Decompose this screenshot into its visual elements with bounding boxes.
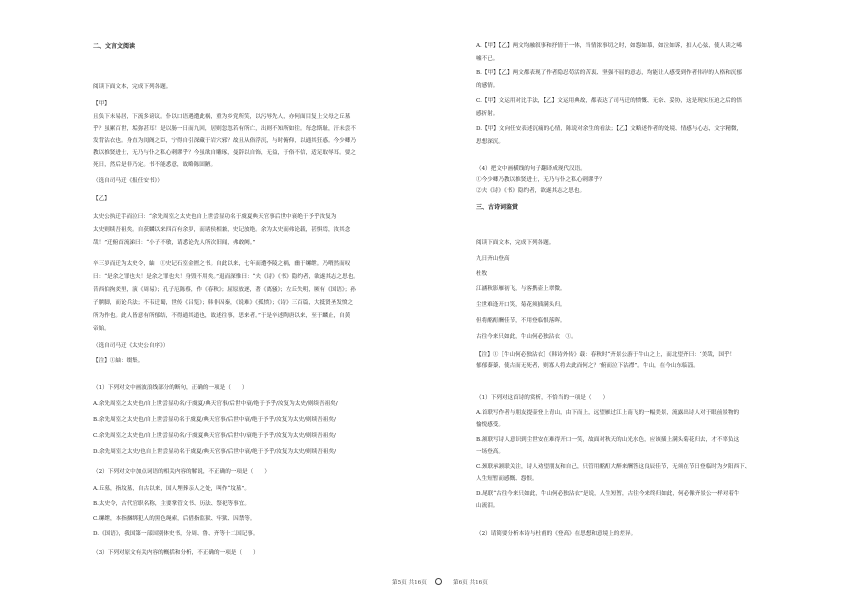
passage-line: 死日，然后是非乃定。书不能悉意，故略陈固陋。 (93, 162, 217, 168)
page-number-left: 第5页 共16页 (392, 580, 427, 586)
passage-line: 曰：“是余之罪也夫！是余之罪也夫！身毁不用矣。”退而深惟曰：“夫《诗》《书》隐约者，欲遂其志之思也。 (93, 274, 359, 280)
passage-jia-label: 【甲】 (93, 101, 110, 107)
reading-intro: 阅读下面文本，完成下列各题。 (476, 240, 555, 246)
option-c: C.余先周室之太史也/自上世尝显功名/于虞夏典天官事/后世中/衰绝于予乎/汝复为太史/则续吾祖矣/ (93, 433, 336, 439)
option-b-cont: 的感情。 (476, 83, 499, 89)
passage-yi-source: （选自司马迁《太史公自序》） (93, 343, 169, 349)
question-2: （2）下列对文中加点词语的相关内容的解说，不正确的一项是（ ） (93, 469, 270, 475)
passage-yi-label: 【乙】 (93, 196, 110, 202)
passage-line: 卒三岁而迁为太史令，紬 ①史记石室金匮之书。自此以来，七年而遭李陵之祸，幽于缧绁。乃喟然而叹 (93, 261, 351, 267)
translation-item-1: ①今少卿乃教以推贤进士，无乃与仆之私心剌谬乎？ (476, 177, 605, 183)
option-a: A.余先周室之太史也/自上世尝显功名/于虞夏/典天官事/后世中衰/绝于予乎/汝复为太史/则续吾祖矣/ (93, 401, 338, 407)
passage-line: 帝始。 (93, 326, 110, 332)
option-c: C.颈联承颔联关注，诗人劝望朋友和自己，只管用酩酊大醉来酬答这良辰佳节，无须在节日登临时为夕阳西下、 (476, 464, 751, 470)
option-d-cont: 思想深沉。 (476, 139, 504, 145)
option-c-cont: 人生短暂而感慨、怨恨。 (476, 476, 538, 482)
poem-line: 但将酩酊酬佳节，不用登临恨落晖。 (476, 318, 566, 324)
option-a: A.【甲】【乙】两文均融叙事和抒情于一体，当情浓事切之时，如怨如慕，如泣如诉，扣人心弦，使人读之唏 (476, 43, 742, 49)
passage-jia-source: （选自司马迁《报任安书》） (93, 178, 163, 184)
poem-line: 古往今来只如此，牛山何必独沾衣 ①。 (476, 334, 577, 340)
poem-line: 尘世难逢开口笑，菊花须插满头归。 (476, 302, 566, 308)
page-number-right: 第6页 共16页 (453, 580, 488, 586)
poem-title: 九日齐山登高 (476, 256, 510, 262)
option-a: A.丘墓，指坟墓，自古以来，国人埋葬亲人之处，叫作“坟墓”。 (93, 486, 250, 492)
passage-line: 子膑脚，而论兵法；不韦迁蜀，世传《吕览》；韩非囚秦，《说难》《孤愤》；《诗》三百篇，大抵贤圣发愤之 (93, 300, 354, 306)
option-c: C.缧绁，本指捆绑犯人的黑色绳索，后借指监狱、牢狱、囚禁等。 (93, 516, 256, 522)
section-title-classical-chinese: 二、文言文阅读 (93, 43, 136, 50)
passage-line: 太史公执迁手而泣曰：“余先周室之太史也自上世尝显功名于虞夏典天官事后世中衰绝于予乎汝复为 (93, 214, 337, 220)
translation-item-2: ②夫《诗》《书》隐约者，欲遂其志之思也。 (476, 188, 586, 194)
option-b: B.太史令，古代官职名称，主要掌管文书、历法、祭祀等事宜。 (93, 501, 250, 507)
question-1: （1）下列对这首诗的赏析，不恰当的一项是（ ） (476, 395, 609, 401)
option-a-cont: 嘘不已。 (476, 56, 499, 62)
question-3: （3）下列对原文有关内容的概括和分析，不正确的一项是（ ） (93, 550, 259, 556)
option-c: C.【甲】文运用对比手法，【乙】文运用典故，都表达了司马迁的愤慨、无奈、妥协，这是现实压迫之后的悟 (476, 98, 742, 104)
option-d: D.《国语》，我国第一部国别体史书，分周、鲁、齐等十二国记事。 (93, 531, 259, 537)
option-b: B.颔联写诗人意识到尘世安在难得开口一笑，故面对秋天的山光水色，应该插上满头菊花归去，才不辜负这 (476, 437, 740, 443)
option-b: B.【甲】【乙】两文都表现了作者隐忍苟活的苦衷、坚强不屈的意志，均能让人感受到作者伟岸的人格和沉郁 (476, 70, 742, 76)
footnote-cont: 郁郁蓁蓁，使古而无死者，则寡人将去此而何之？’俯而泣下沾襟”。牛山，在今山东临淄。 (476, 363, 699, 369)
section-title-poetry: 三、古诗词鉴赏 (476, 204, 519, 211)
passage-line: 教以推贤进士，无乃与仆之私心剌谬乎？今虽欲自雕琢，曼辞以自饰，无益，于俗不信，适足取辱耳。要之 (93, 150, 356, 156)
option-a: A.首联写作者与朋友提壶登上青山，由下而上，远望雁过江上南飞的一幅美景，流露出诗人对于眼前景物的 (476, 410, 740, 416)
poem-line: 江涵秋影雁初飞，与客携壶上翠微。 (476, 286, 566, 292)
option-d: D.尾联“古往今来只如此，牛山何必独沾衣”是说，人生短暂，古往今来终归如此，何必像齐景公一样对着牛 (476, 491, 740, 497)
footnote: 【注】①［牛山何必独沾衣］《韩诗外传》载：春秋时“齐景公游于牛山之上，而北望齐曰：‘美哉，国乎！ (476, 352, 736, 358)
passage-line: 哉！”迁俯首流涕曰：“小子不敏，请悉论先人所次旧闻，弗敢阙。” (93, 240, 256, 246)
reading-intro: 阅读下面文本，完成下列各题。 (93, 84, 172, 90)
passage-line: 发背沾衣也。身直为闺阁之臣，宁得自引深藏于岩穴邪？故且从俗浮沉，与时俯仰，以通其狂惑。今少卿乃 (93, 138, 356, 144)
question-2: （2）请简要分析本诗与杜甫的《登高》在思想和意境上的差异。 (476, 531, 637, 537)
passage-line: 乎？虽累百世，垢弥甚耳！是以肠一日而九回，居则忽忽若有所亡，出则不知所如往。每念斯耻，汗未尝不 (93, 126, 356, 132)
option-d: D.余先周室之太史/也自上世尝显功名于虞夏/典天官事/后世中衰/绝于予乎/汝复为太史/则续吾祖矣/ (93, 449, 337, 455)
footnote: 【注】①紬：缀集。 (93, 358, 144, 364)
passage-line: 昔西伯拘羑里，演《周易》；孔子厄陈蔡，作《春秋》；屈原放逐，著《离骚》；左丘失明，厥有《国语》；孙 (93, 287, 356, 293)
passage-line: 太史则续吾祖矣。自获麟以来四百有余岁，而诸侯相兼，史记放绝。余为太史而弗论载，甚惧焉，汝其念 (93, 227, 351, 233)
option-d: D.【甲】文向任安表述沉痛的心情，陈说对余生的看法；【乙】文略述作者的处境、情感与心志，文字精微， (476, 126, 743, 132)
question-4: （4）把文中画横线的句子翻译成现代汉语。 (476, 166, 586, 172)
option-d-cont: 山流泪。 (476, 503, 499, 509)
option-c-cont: 感折射。 (476, 111, 499, 117)
option-a-cont: 愉悦感受。 (476, 422, 504, 428)
passage-line: 所为作也。此人皆意有所郁结，不得通其道也，故述往事，思来者。”于是卒述陶唐以来，至于麟止，自黄 (93, 313, 351, 319)
poem-author: 杜牧 (476, 271, 488, 277)
option-b-cont: 一场登高。 (476, 449, 504, 455)
passage-line: 且负下未易居，下流多谤议。仆以口语遇遭此祸，重为乡党所笑，以污辱先人，亦何面目复上父母之丘墓 (93, 114, 351, 120)
question-1: （1）下列对文中画波浪线部分的断句，正确的一项是（ ） (93, 385, 248, 391)
option-b: B.余先周室之太史也/自上世尝显功名于虞夏/典天官事/后世中衰/绝于予乎/汝复为太史/则续吾祖矣/ (93, 417, 336, 423)
